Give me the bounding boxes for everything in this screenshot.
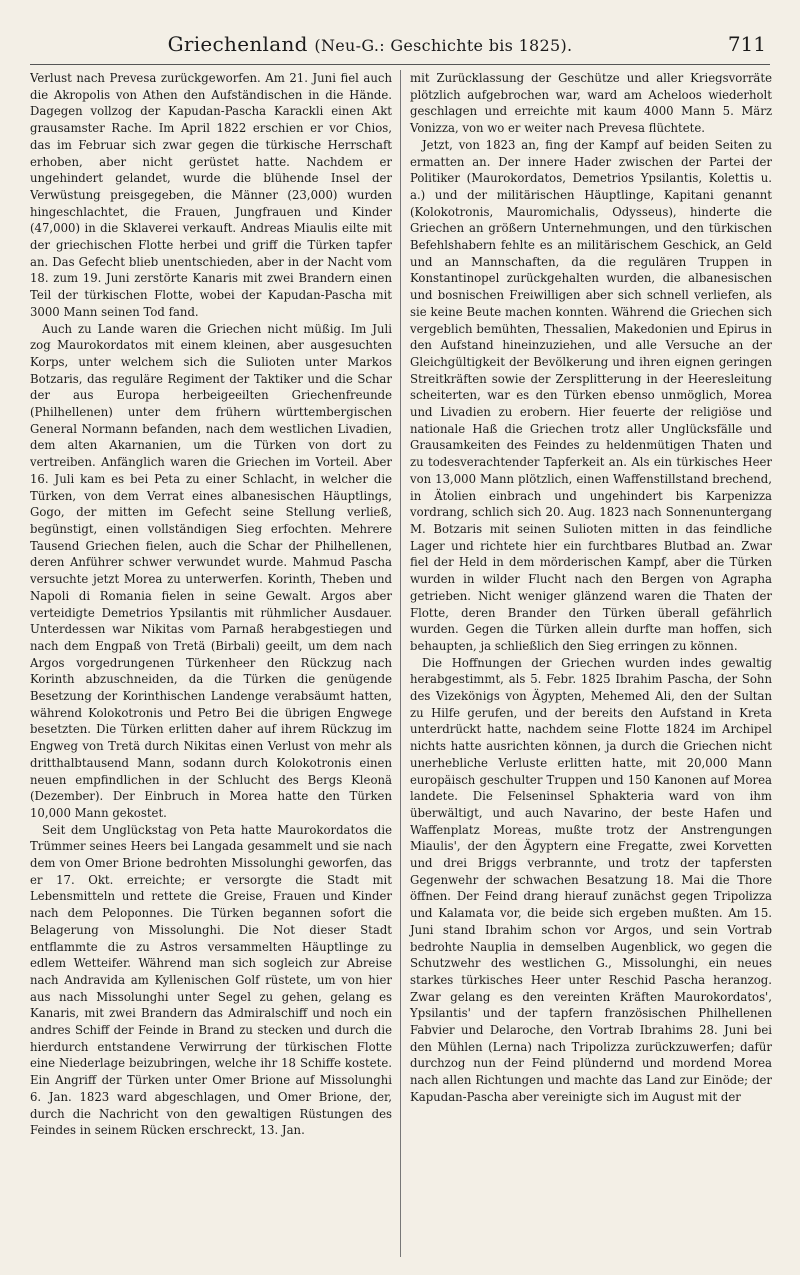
running-title-main: Griechenland [167, 32, 308, 56]
left-paragraph: Auch zu Lande waren die Griechen nicht müßig. Im Juli zog Maurokordatos mit einem kleinen, aber ausgesuchten Korps, unter welchem sich die Sulioten unter Markos Botzaris, das reguläre Regiment der Taktiker und die Schar der aus Europa herbeigeeilten Griechenfreunde (Philhellenen) unter dem frühern württembergischen General Normann befanden, nach dem westlichen Livadien, dem alten Akarnanien, um die Türken von dort zu vertreiben. Anfänglich waren die Griechen im Vorteil. Aber 16. Juli kam es bei Peta zu einer Schlacht, in welcher die Türken, von dem Verrat eines albanesischen Häuptlings, Gogo, der mitten im Gefecht seine Stellung verließ, begünstigt, einen vollständigen Sieg erfochten. Mehrere Tausend Griechen fielen, auch die Schar der Philhellenen, deren Anführer schwer verwundet wurde. Mahmud Pascha versuchte jetzt Morea zu unterwerfen. Korinth, Theben und Napoli di Romania fielen in seine Gewalt. Argos aber verteidigte Demetrios Ypsilantis mit rühmlicher Ausdauer. Unterdessen war Nikitas vom Parnaß herabgestiegen und nach dem Engpaß von Tretä (Birbali) geeilt, um dem nach Argos vorgedrungenen Türkenheer den Rückzug nach Korinth abzuschneiden, da die Türken die genügende Besetzung der Korinthischen Landenge verabsäumt hatten, während Kolokotronis und Petro Bei die übrigen Engwege besetzten. Die Türken erlitten daher auf ihrem Rückzug im Engweg von Tretä durch Nikitas einen Verlust von mehr als dritthalbtausend Mann, sodann durch Kolokotronis einen neuen empfindlichen in der Schlucht des Bergs Kleonä (Dezember). Der Einbruch in Morea hatte den Türken 10,000 Mann gekostet. [30, 321, 392, 820]
left-paragraph: Seit dem Unglückstag von Peta hatte Maurokordatos die Trümmer seines Heers bei Langada gesammelt und sie nach dem von Omer Brione bedrohten Missolunghi geworfen, das er 17. Okt. erreichte; er versorgte die Stadt mit Lebensmitteln und rettete die Greise, Frauen und Kinder nach dem Peloponnes. Die Türken begannen sofort die Belagerung von Missolunghi. Die Not dieser Stadt entflammte die zu Astros versammelten Häuptlinge zu edlem Wetteifer. Während man sich sogleich zur Abreise nach Andravida am Kyllenischen Golf rüstete, um von hier aus nach Missolunghi unter Segel zu gehen, gelang es Kanaris, mit zwei Brandern das Admiralschiff und noch ein andres Schiff der Feinde in Brand zu stecken und durch die hierdurch entstandene Verwirrung der türkischen Flotte eine Niederlage beizubringen, welche ihr 18 Schiffe kostete. Ein Angriff der Türken unter Omer Brione auf Missolunghi 6. Jan. 1823 ward abgeschlagen, und Omer Brione, der, durch die Nachricht von den gewaltigen Rüstungen des Feindes in seinem Rücken erschreckt, 13. Jan. [30, 822, 392, 1138]
right-paragraph: Jetzt, von 1823 an, fing der Kampf auf beiden Seiten zu ermatten an. Der innere Hader zwischen der Partei der Politiker (Maurokordatos, Demetrios Ypsilantis, Kolettis u. a.) und der militärischen Häuptlinge, Kapitani genannt (Kolokotronis, Mauromichalis, Odysseus), hinderte die Griechen an größern Unternehmungen, und den türkischen Befehlshabern fehlte es an militärischem Geschick, an Geld und an Mannschaften, da die regulären Truppen in Konstantinopel zurückgehalten wurden, die albanesischen und bosnischen Freiwilligen aber sich schnell verliefen, als sie keine Beute machen konnten. Während die Griechen sich vergeblich bemühten, Thessalien, Makedonien und Epirus in den Aufstand hineinzuziehen, und alle Versuche an der Gleichgültigkeit der Bevölkerung und ihren eignen geringen Streitkräften sowie der Zersplitterung in der Heeresleitung scheiterten, war es den Türken ebenso unmöglich, Morea und Livadien zu erobern. Hier feuerte der religiöse und nationale Haß die Griechen trotz aller Unglücksfälle und Grausamkeiten des Feindes zu heldenmütigen Thaten und zu todesverachtender Tapferkeit an. Als ein türkisches Heer von 13,000 Mann plötzlich, einen Waffenstillstand brechend, in Ätolien einbrach und ungehindert bis Karpenizza vordrang, schlich sich 20. Aug. 1823 nach Sonnenuntergang M. Botzaris mit seinen Sulioten mitten in das feindliche Lager und richtete hier ein furchtbares Blutbad an. Zwar fiel der Held in dem mörderischen Kampf, aber die Türken wurden in wilder Flucht nach den Bergen von Agrapha getrieben. Nicht weniger glänzend waren die Thaten der Flotte, deren Brander den Türken überall gefährlich wurden. Gegen die Türken allein durfte man hoffen, sich behaupten, ja schließlich den Sieg erringen zu können. [410, 137, 772, 653]
page-header [30, 30, 770, 65]
right-column [401, 70, 772, 1257]
page-number: 711 [727, 32, 766, 56]
left-column [30, 70, 401, 1257]
right-paragraph: Die Hoffnungen der Griechen wurden indes gewaltig herabgestimmt, als 5. Febr. 1825 Ibrahim Pascha, der Sohn des Vizekönigs von Ägypten, Mehemed Ali, den der Sultan zu Hilfe gerufen, und der bereits den Aufstand in Kreta unterdrückt hatte, nachdem seine Flotte 1824 im Archipel nichts hatte ausrichten können, ja durch die Griechen nicht unerhebliche Verluste erlitten hatte, mit 20,000 Mann europäisch geschulter Truppen und 150 Kanonen auf Morea landete. Die Felseninsel Sphakteria ward von ihm überwältigt, und auch Navarino, der beste Hafen und Waffenplatz Moreas, mußte trotz der Anstrengungen Miaulis', der den Ägyptern eine Fregatte, zwei Korvetten und drei Briggs verbrannte, und trotz der tapfersten Gegenwehr der schwachen Besatzung 18. Mai die Thore öffnen. Der Feind drang hierauf zunächst gegen Tripolizza und Kalamata vor, die beide sich ergeben mußten. Am 15. Juni stand Ibrahim schon vor Argos, und sein Vortrab bedrohte Nauplia in demselben Augenblick, wo gegen die Schutzwehr des westlichen G., Missolunghi, ein neues starkes türkisches Heer unter Reschid Pascha heranzog. Zwar gelang es den vereinten Kräften Maurokordatos', Ypsilantis' und der tapfern französischen Philhellenen Fabvier und Delaroche, den Vortrab Ibrahims 28. Juni bei den Mühlen (Lerna) nach Tripolizza zurückzuwerfen; dafür durchzog nun der Feind plündernd und mordend Morea nach allen Richtungen und machte das Land zur Einöde; der Kapudan-Pascha aber vereinigte sich im August mit der [410, 655, 772, 1104]
right-paragraph: mit Zurücklassung der Geschütze und aller Kriegsvorräte plötzlich aufgebrochen war, ward am Acheloos wiederholt geschlagen und erreichte mit kaum 4000 Mann 5. März Vonizza, von wo er weiter nach Prevesa flüchtete. [410, 71, 772, 136]
left-paragraph: Verlust nach Prevesa zurückgeworfen. Am 21. Juni fiel auch die Akropolis von Athen den Aufständischen in die Hände. Dagegen vollzog der Kapudan-Pascha Karackli einen Akt grausamster Rache. Im April 1822 erschien er vor Chios, das im Februar sich zwar gegen die türkische Herrschaft erhoben, aber nicht gerüstet hatte. Nachdem er ungehindert gelandet, wurde die blühende Insel der Verwüstung preisgegeben, die Männer (23,000) wurden hingeschlachtet, die Frauen, Jungfrauen und Kinder (47,000) in die Sklaverei verkauft. Andreas Miaulis eilte mit der griechischen Flotte herbei und griff die Türken tapfer an. Das Gefecht blieb unentschieden, aber in der Nacht vom 18. zum 19. Juni zerstörte Kanaris mit zwei Brandern einen Teil der türkischen Flotte, wobei der Kapudan-Pascha mit 3000 Mann seinen Tod fand. [30, 71, 392, 319]
running-title [30, 32, 710, 56]
running-title-subtitle: (Neu-G.: Geschichte bis 1825). [314, 36, 573, 55]
text-columns [30, 70, 772, 1257]
